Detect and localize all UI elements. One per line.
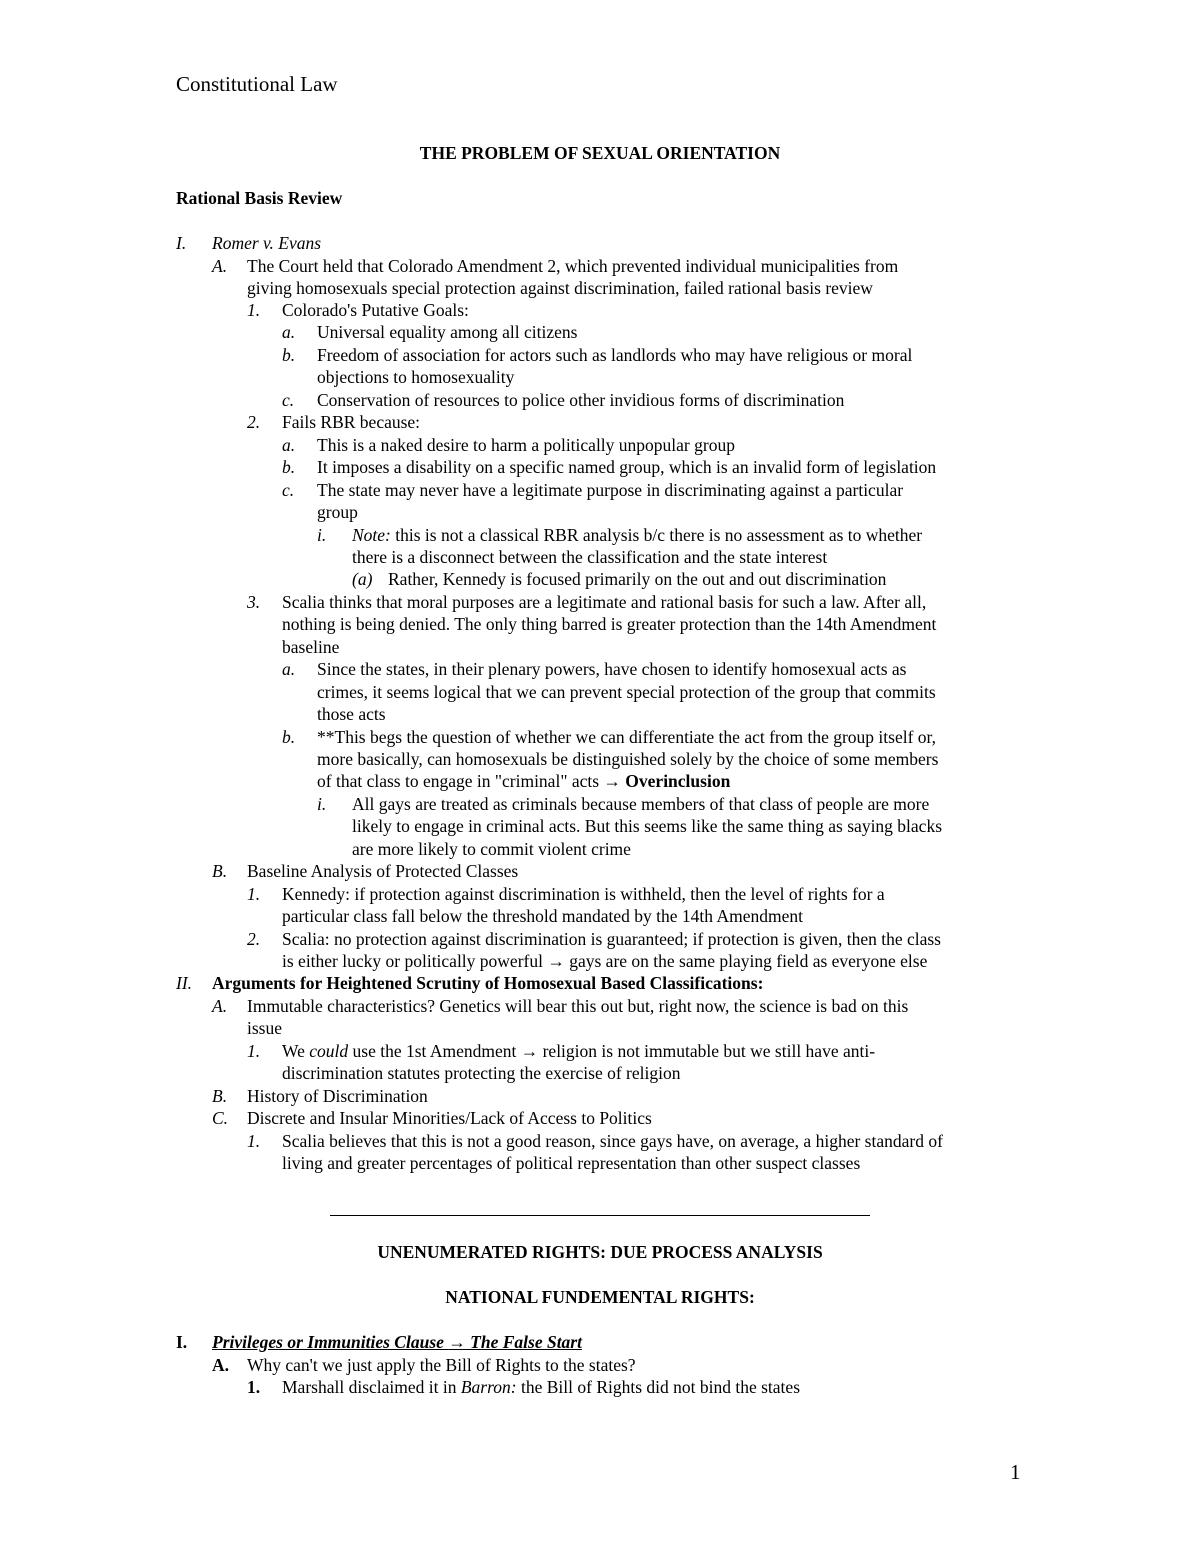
outline-line: nothing is being denied. The only thing barred is greater protection than the 14th Amendment bbox=[282, 614, 937, 634]
section-title: THE PROBLEM OF SEXUAL ORIENTATION bbox=[419, 143, 781, 163]
outline-line: **This begs the question of whether we can differentiate the act from the group itself or, bbox=[317, 727, 937, 747]
outline-marker: (a) bbox=[352, 569, 373, 589]
heading-text: Privileges or Immunities Clause bbox=[212, 1332, 449, 1352]
line-text: religion is not immutable but we still have anti- bbox=[538, 1041, 876, 1061]
outline-marker: a. bbox=[282, 322, 296, 342]
outline-marker: B. bbox=[212, 1086, 228, 1106]
section-divider bbox=[330, 1215, 870, 1216]
outline-line: baseline bbox=[282, 637, 340, 657]
outline-line: All gays are treated as criminals because members of that class of people are more bbox=[352, 794, 930, 814]
section-title: UNENUMERATED RIGHTS: DUE PROCESS ANALYSIS bbox=[377, 1242, 823, 1262]
line-text: is either lucky or politically powerful bbox=[282, 951, 548, 971]
outline-marker: C. bbox=[212, 1108, 229, 1128]
outline-line: objections to homosexuality bbox=[317, 367, 515, 387]
section-heading: Rational Basis Review bbox=[176, 188, 343, 208]
outline-line: are more likely to commit violent crime bbox=[352, 839, 631, 859]
outline-line: discrimination statutes protecting the exercise of religion bbox=[282, 1063, 681, 1083]
document-header: Constitutional Law bbox=[176, 72, 338, 96]
overinclusion-label: Overinclusion bbox=[625, 771, 731, 791]
outline-marker: i. bbox=[317, 794, 327, 814]
outline-marker: i. bbox=[317, 525, 327, 545]
outline-line: Since the states, in their plenary powers, have chosen to identify homosexual acts as bbox=[317, 659, 907, 679]
outline-line: Universal equality among all citizens bbox=[317, 322, 578, 342]
arrow-icon: → bbox=[448, 1332, 466, 1352]
arrow-icon: → bbox=[547, 951, 565, 971]
outline-line: This is a naked desire to harm a politically unpopular group bbox=[317, 435, 735, 455]
outline-marker: 1. bbox=[247, 884, 261, 904]
outline-marker: 3. bbox=[247, 592, 261, 612]
outline-marker: c. bbox=[282, 480, 295, 500]
section-subtitle: NATIONAL FUNDEMENTAL RIGHTS: bbox=[445, 1287, 755, 1307]
outline-line: Colorado's Putative Goals: bbox=[282, 300, 469, 320]
outline-line: Baseline Analysis of Protected Classes bbox=[247, 861, 519, 881]
outline-line bbox=[317, 771, 730, 792]
outline-line bbox=[282, 1041, 875, 1062]
outline-line: those acts bbox=[317, 704, 386, 724]
page-number: 1 bbox=[1010, 1460, 1021, 1484]
outline-line: Rather, Kennedy is focused primarily on the out and out discrimination bbox=[388, 569, 887, 589]
outline-marker: I. bbox=[176, 1332, 188, 1352]
line-text: Marshall disclaimed it in bbox=[282, 1377, 461, 1397]
outline-marker: a. bbox=[282, 659, 296, 679]
outline-marker: 1. bbox=[247, 1377, 261, 1397]
emphasis-text: could bbox=[309, 1041, 349, 1061]
outline-line: issue bbox=[247, 1018, 282, 1038]
outline-line: Why can't we just apply the Bill of Rights to the states? bbox=[247, 1355, 636, 1375]
outline-line: Kennedy: if protection against discrimination is withheld, then the level of rights for a bbox=[282, 884, 885, 904]
outline-marker: 2. bbox=[247, 929, 261, 949]
outline-marker: b. bbox=[282, 345, 296, 365]
outline-marker: b. bbox=[282, 457, 296, 477]
outline-marker: A. bbox=[212, 256, 228, 276]
outline-line: Conservation of resources to police other invidious forms of discrimination bbox=[317, 390, 845, 410]
outline-line: living and greater percentages of political representation than other suspect classes bbox=[282, 1153, 861, 1173]
outline-line: Scalia believes that this is not a good reason, since gays have, on average, a higher standard of bbox=[282, 1131, 943, 1151]
outline-line: The state may never have a legitimate purpose in discriminating against a particular bbox=[317, 480, 904, 500]
line-text: gays are on the same playing field as everyone else bbox=[564, 951, 928, 971]
outline-line: Scalia thinks that moral purposes are a legitimate and rational basis for such a law. After all, bbox=[282, 592, 927, 612]
arrow-icon: → bbox=[603, 771, 621, 791]
outline-marker: A. bbox=[212, 996, 228, 1016]
outline-line: The Court held that Colorado Amendment 2, which prevented individual municipalities from bbox=[247, 256, 899, 276]
outline-line: giving homosexuals special protection against discrimination, failed rational basis review bbox=[247, 278, 873, 298]
outline-marker: B. bbox=[212, 861, 228, 881]
outline-line: Fails RBR because: bbox=[282, 412, 421, 432]
outline-marker: 2. bbox=[247, 412, 261, 432]
heading-text: The False Start bbox=[465, 1332, 582, 1352]
outline-item-case-name: Romer v. Evans bbox=[212, 233, 322, 253]
outline-line: It imposes a disability on a specific named group, which is an invalid form of legislation bbox=[317, 457, 937, 477]
outline-marker: 1. bbox=[247, 1041, 261, 1061]
line-text: of that class to engage in "criminal" acts bbox=[317, 771, 604, 791]
outline-marker: II. bbox=[176, 973, 193, 993]
outline-marker: 1. bbox=[247, 300, 261, 320]
outline-line: group bbox=[317, 502, 358, 522]
arrow-icon: → bbox=[520, 1041, 539, 1061]
outline-marker: 1. bbox=[247, 1131, 261, 1151]
outline-marker: a. bbox=[282, 435, 296, 455]
outline-line bbox=[352, 525, 922, 546]
outline-line: particular class fall below the threshold mandated by the 14th Amendment bbox=[282, 906, 803, 926]
outline-marker: c. bbox=[282, 390, 295, 410]
outline-line: crimes, it seems logical that we can prevent special protection of the group that commits bbox=[317, 682, 936, 702]
line-text: use the 1st Amendment bbox=[348, 1041, 521, 1061]
note-text: this is not a classical RBR analysis b/c there is no assessment as to whether bbox=[390, 525, 923, 545]
outline-line: History of Discrimination bbox=[247, 1086, 428, 1106]
outline-marker: I. bbox=[176, 233, 187, 253]
outline-marker: A. bbox=[212, 1355, 230, 1375]
case-name: Barron: bbox=[460, 1377, 517, 1397]
outline-line: likely to engage in criminal acts. But this seems like the same thing as saying blacks bbox=[352, 816, 943, 836]
outline-line: Scalia: no protection against discrimination is guaranteed; if protection is given, then the class bbox=[282, 929, 941, 949]
outline-heading: Arguments for Heightened Scrutiny of Homosexual Based Classifications: bbox=[212, 973, 764, 993]
outline-heading bbox=[212, 1332, 582, 1353]
outline-line bbox=[282, 951, 927, 972]
outline-line: Immutable characteristics? Genetics will bear this out but, right now, the science is bad on this bbox=[247, 996, 909, 1016]
outline-line: there is a disconnect between the classification and the state interest bbox=[352, 547, 828, 567]
line-text: the Bill of Rights did not bind the states bbox=[516, 1377, 801, 1397]
outline-line: Freedom of association for actors such as landlords who may have religious or moral bbox=[317, 345, 913, 365]
outline-line: more basically, can homosexuals be distinguished solely by the choice of some members bbox=[317, 749, 939, 769]
note-label: Note: bbox=[352, 525, 391, 545]
outline-line bbox=[282, 1377, 800, 1398]
line-text: We bbox=[282, 1041, 310, 1061]
outline-line: Discrete and Insular Minorities/Lack of Access to Politics bbox=[247, 1108, 652, 1128]
outline-marker: b. bbox=[282, 727, 296, 747]
